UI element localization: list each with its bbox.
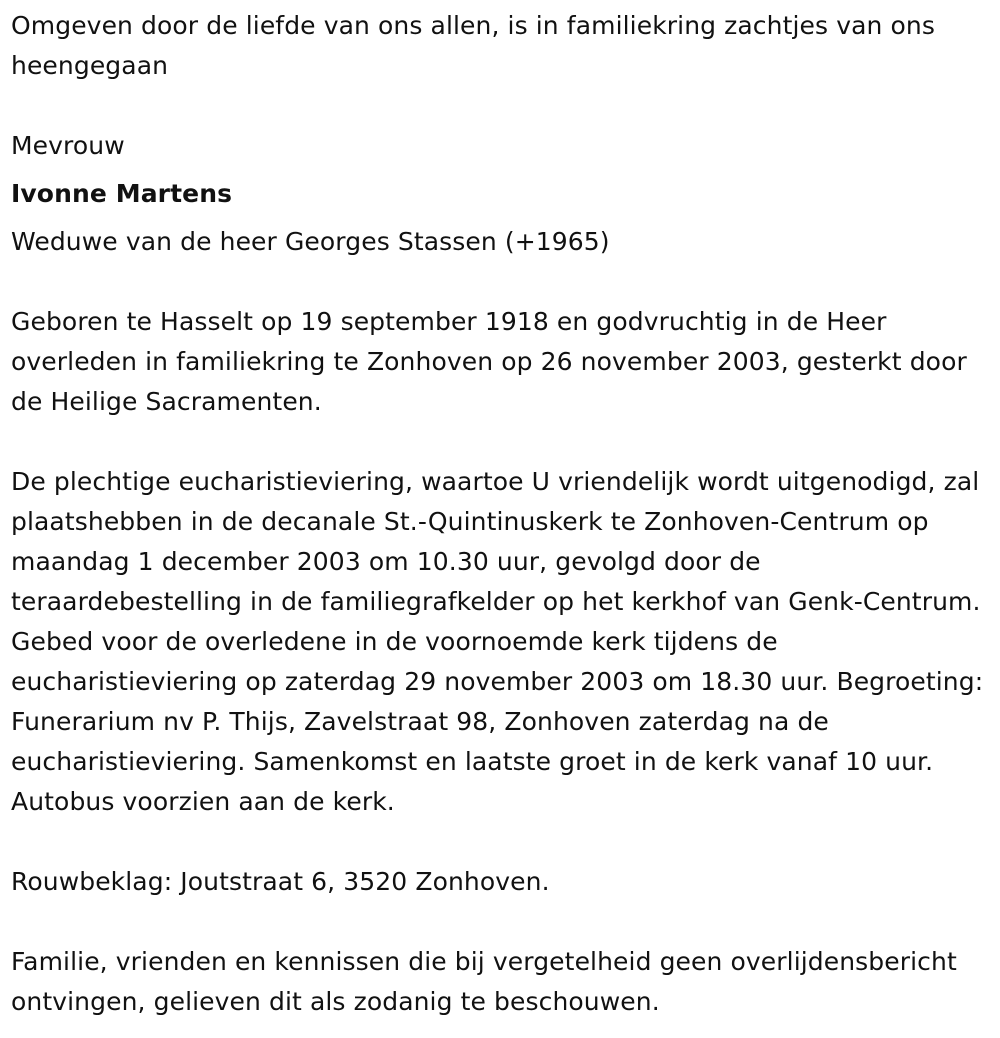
intro-paragraph: Omgeven door de liefde van ons allen, is in familiekring zachtjes van ons heengegaan <box>11 11 935 80</box>
condolence-address: Rouwbeklag: Joutstraat 6, 3520 Zonhoven. <box>11 867 550 896</box>
salutation: Mevrouw <box>11 131 125 160</box>
spacer <box>11 822 996 862</box>
birth-death-paragraph: Geboren te Hasselt op 19 september 1918 en godvruchtig in de Heer overleden in familiekring te Zonhoven op 26 november 2003, gesterkt door de Heilige Sacramenten. <box>11 307 967 416</box>
spacer <box>11 262 996 302</box>
ceremony-paragraph: De plechtige eucharistieviering, waartoe U vriendelijk wordt uitgenodigd, zal plaatshebben in de decanale St.-Quintinuskerk te Zonhoven-Centrum op maandag 1 december 2003 om 10.30 uur, gevolgd door de teraardebestelling in de familiegrafkelder op het kerkhof van Genk-Centrum. Gebed voor de overledene in de voornoemde kerk tijdens de eucharistieviering op zaterdag 29 november 2003 om 18.30 uur. Begroeting: Funerarium nv P. Thijs, Zavelstraat 98, Zonhoven zaterdag na de eucharistieviering. Samenkomst en laatste groet in de kerk vanaf 10 uur. Autobus voorzien aan de kerk. <box>11 467 984 816</box>
spacer <box>11 86 996 126</box>
relation-line: Weduwe van de heer Georges Stassen (+1965) <box>11 227 610 256</box>
spacer <box>11 902 996 942</box>
obituary-notice <box>11 6 996 1022</box>
deceased-name: Ivonne Martens <box>11 179 233 208</box>
spacer <box>11 422 996 462</box>
closing-paragraph: Familie, vrienden en kennissen die bij vergetelheid geen overlijdensbericht ontvingen, gelieven dit als zodanig te beschouwen. <box>11 947 957 1016</box>
